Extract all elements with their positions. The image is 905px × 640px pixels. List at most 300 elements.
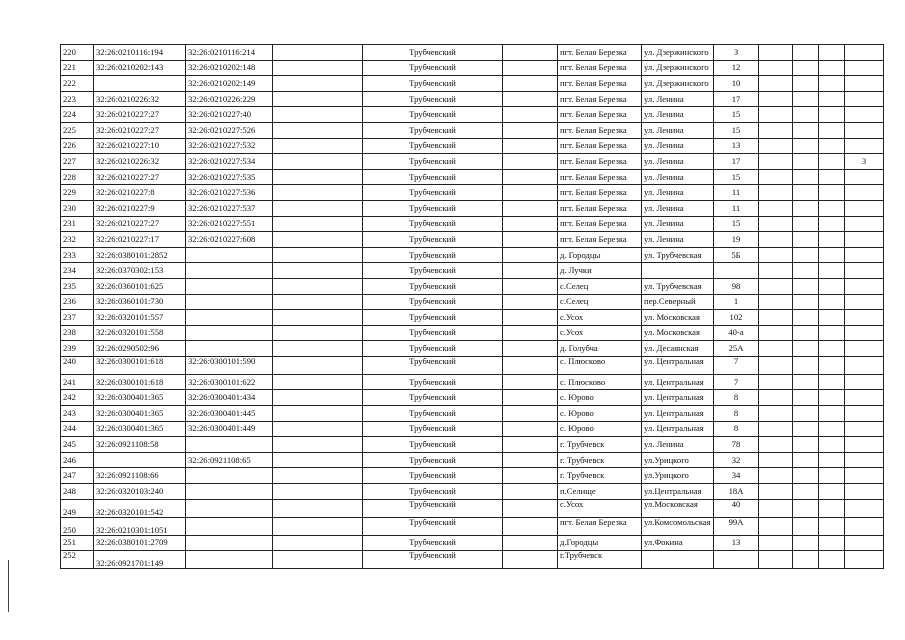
empty-cell [793,517,819,535]
empty-cell [503,356,558,374]
empty-cell [819,374,845,390]
empty-cell [273,278,363,294]
settlement-cell: пгт. Белая Березка [558,122,642,138]
house-number-cell: 98 [714,278,759,294]
empty-cell [273,374,363,390]
settlement-cell: пгт. Белая Березка [558,154,642,170]
house-number-cell: 11 [714,200,759,216]
empty-cell [503,437,558,453]
empty-cell [503,107,558,123]
cadastral-number-sub-cell [186,294,273,310]
cadastral-number-sub-cell: 32:26:0300101:590 [186,356,273,374]
empty-cell [503,294,558,310]
empty-cell [819,421,845,437]
cadastral-number-cell: 32:26:0290502:96 [94,341,186,357]
empty-cell [819,278,845,294]
empty-cell [759,263,793,279]
cadastral-number-cell: 32:26:0300101:618 [94,356,186,374]
empty-cell [759,484,793,500]
empty-cell [503,452,558,468]
empty-cell [793,169,819,185]
row-number-cell: 246 [61,452,94,468]
house-number-cell: 13 [714,138,759,154]
cadastral-number-cell: 32:26:0300401:365 [94,406,186,422]
empty-cell [793,200,819,216]
empty-cell [273,356,363,374]
empty-cell [273,499,363,517]
empty-cell [759,232,793,248]
empty-cell [273,138,363,154]
street-cell: ул.Комсомольская [642,517,714,535]
cadastral-number-sub-cell [186,499,273,517]
extra-value-cell [845,278,884,294]
empty-cell [503,499,558,517]
empty-cell [793,107,819,123]
table-row [61,421,884,437]
table-row [61,356,884,374]
street-cell: ул. Центральная [642,356,714,374]
district-cell: Трубчевский [363,247,503,263]
extra-value-cell [845,91,884,107]
empty-cell [819,247,845,263]
street-cell: ул. Ленина [642,107,714,123]
empty-cell [759,390,793,406]
street-cell: ул. Ленина [642,216,714,232]
cadastral-number-cell: 32:26:0370302:153 [94,263,186,279]
settlement-cell: пгт. Белая Березка [558,91,642,107]
table-row [61,247,884,263]
empty-cell [819,551,845,569]
house-number-cell [714,551,759,569]
cadastral-number-sub-cell [186,325,273,341]
house-number-cell: 15 [714,107,759,123]
table-row [61,76,884,92]
table-row [61,310,884,326]
table-row [61,232,884,248]
empty-cell [793,232,819,248]
empty-cell [793,390,819,406]
cadastral-number-sub-cell [186,310,273,326]
table-row [61,169,884,185]
empty-cell [503,138,558,154]
street-cell: ул. Дзержинского [642,76,714,92]
district-cell: Трубчевский [363,200,503,216]
extra-value-cell [845,294,884,310]
cadastral-number-sub-cell [186,278,273,294]
settlement-cell: пгт. Белая Березка [558,76,642,92]
house-number-cell: 102 [714,310,759,326]
empty-cell [759,107,793,123]
empty-cell [273,216,363,232]
district-cell: Трубчевский [363,325,503,341]
cadastral-number-cell: 32:26:0210227:8 [94,185,186,201]
house-number-cell: 8 [714,406,759,422]
empty-cell [273,76,363,92]
empty-cell [793,356,819,374]
district-cell: Трубчевский [363,499,503,517]
cadastral-number-sub-cell [186,535,273,551]
cadastral-number-cell: 32:26:0320103:240 [94,484,186,500]
row-number-cell: 223 [61,91,94,107]
empty-cell [819,76,845,92]
settlement-cell: г. Трубчевск [558,452,642,468]
property-registry-table [60,44,884,569]
house-number-cell: 13 [714,535,759,551]
empty-cell [273,247,363,263]
settlement-cell: пгт. Белая Березка [558,216,642,232]
empty-cell [273,294,363,310]
empty-cell [759,499,793,517]
district-cell: Трубчевский [363,107,503,123]
empty-cell [503,263,558,279]
empty-cell [273,551,363,569]
empty-cell [273,517,363,535]
street-cell: ул. Трубчевская [642,278,714,294]
row-number-cell: 251 [61,535,94,551]
cadastral-number-cell: 32:26:0210227:9 [94,200,186,216]
house-number-cell: 3 [714,45,759,61]
row-number-cell: 248 [61,484,94,500]
row-number-cell: 221 [61,60,94,76]
extra-value-cell [845,247,884,263]
house-number-cell: 78 [714,437,759,453]
cadastral-number-cell: 32:26:0380101:2852 [94,247,186,263]
cadastral-number-cell: 32:26:0210227:27 [94,169,186,185]
empty-cell [273,390,363,406]
empty-cell [793,185,819,201]
empty-cell [819,390,845,406]
empty-cell [793,247,819,263]
row-number-cell: 241 [61,374,94,390]
cadastral-number-cell: 32:26:0210227:27 [94,107,186,123]
row-number-cell: 226 [61,138,94,154]
street-cell: ул.Урицкого [642,468,714,484]
settlement-cell: пгт. Белая Березка [558,517,642,535]
cadastral-number-cell: 32:26:0210226:32 [94,91,186,107]
cadastral-number-sub-cell: 32:26:0300401:449 [186,421,273,437]
extra-value-cell [845,356,884,374]
street-cell [642,263,714,279]
house-number-cell: 12 [714,60,759,76]
extra-value-cell [845,200,884,216]
empty-cell [819,232,845,248]
empty-cell [793,499,819,517]
street-cell: ул. Центральная [642,374,714,390]
cadastral-number-sub-cell: 32:26:0300101:622 [186,374,273,390]
empty-cell [503,551,558,569]
empty-cell [503,535,558,551]
district-cell: Трубчевский [363,154,503,170]
settlement-cell: д. Голубча [558,341,642,357]
district-cell: Трубчевский [363,60,503,76]
cadastral-number-sub-cell: 32:26:0210227:537 [186,200,273,216]
empty-cell [759,341,793,357]
table-row [61,216,884,232]
table-row [61,499,884,517]
row-number-cell: 250 [61,517,94,535]
street-cell: ул. Ленина [642,122,714,138]
empty-cell [759,468,793,484]
settlement-cell: пгт. Белая Березка [558,45,642,61]
row-number-cell: 247 [61,468,94,484]
cadastral-number-sub-cell [186,247,273,263]
empty-cell [793,341,819,357]
settlement-cell: с. Юрово [558,390,642,406]
house-number-cell: 8 [714,390,759,406]
table-row [61,535,884,551]
settlement-cell: пгт. Белая Березка [558,185,642,201]
extra-value-cell [845,122,884,138]
cadastral-number-sub-cell: 32:26:0210227:532 [186,138,273,154]
empty-cell [819,200,845,216]
row-number-cell: 238 [61,325,94,341]
row-number-cell: 244 [61,421,94,437]
empty-cell [503,91,558,107]
table-row [61,107,884,123]
district-cell: Трубчевский [363,390,503,406]
empty-cell [793,406,819,422]
table-row [61,294,884,310]
empty-cell [793,45,819,61]
cadastral-number-sub-cell [186,551,273,569]
row-number-cell: 237 [61,310,94,326]
cadastral-number-cell: 32:26:0210226:32 [94,154,186,170]
street-cell: ул. Дзержинского [642,60,714,76]
district-cell: Трубчевский [363,341,503,357]
table-row [61,200,884,216]
settlement-cell: с.Усох [558,325,642,341]
empty-cell [793,325,819,341]
row-number-cell: 228 [61,169,94,185]
cadastral-number-cell: 32:26:0380101:2709 [94,535,186,551]
row-number-cell: 252 [61,551,94,569]
empty-cell [793,437,819,453]
house-number-cell: 17 [714,154,759,170]
extra-value-cell [845,263,884,279]
empty-cell [273,437,363,453]
empty-cell [503,76,558,92]
empty-cell [273,341,363,357]
cadastral-number-sub-cell [186,517,273,535]
empty-cell [819,468,845,484]
empty-cell [503,325,558,341]
house-number-cell: 32 [714,452,759,468]
cadastral-number-sub-cell: 32:26:0210227:535 [186,169,273,185]
empty-cell [759,356,793,374]
district-cell: Трубчевский [363,91,503,107]
empty-cell [819,325,845,341]
street-cell: ул.Фокина [642,535,714,551]
empty-cell [503,517,558,535]
empty-cell [793,122,819,138]
empty-cell [503,247,558,263]
extra-value-cell [845,499,884,517]
extra-value-cell [845,484,884,500]
cadastral-number-sub-cell [186,263,273,279]
empty-cell [273,468,363,484]
cadastral-number-cell: 32:26:0320101:557 [94,310,186,326]
extra-value-cell [845,325,884,341]
cadastral-number-sub-cell: 32:26:0921108:65 [186,452,273,468]
empty-cell [819,356,845,374]
row-number-cell: 222 [61,76,94,92]
settlement-cell: д. Городцы [558,247,642,263]
street-cell: ул. Ленина [642,185,714,201]
row-number-cell: 249 [61,499,94,517]
house-number-cell: 1 [714,294,759,310]
empty-cell [503,154,558,170]
street-cell: ул. Ленина [642,232,714,248]
extra-value-cell [845,185,884,201]
table-row [61,278,884,294]
empty-cell [759,122,793,138]
settlement-cell: с.Селец [558,294,642,310]
street-cell: ул. Центральная [642,421,714,437]
cadastral-number-sub-cell: 32:26:0210227:608 [186,232,273,248]
cadastral-number-cell: 32:26:0921108:58 [94,437,186,453]
extra-value-cell [845,517,884,535]
empty-cell [759,154,793,170]
cadastral-number-cell: 32:26:0210202:143 [94,60,186,76]
street-cell: ул. Ленина [642,437,714,453]
district-cell: Трубчевский [363,484,503,500]
table-row [61,517,884,535]
empty-cell [793,60,819,76]
empty-cell [819,154,845,170]
cadastral-number-cell: 32:26:0320101:542 [94,499,186,517]
empty-cell [819,138,845,154]
extra-value-cell [845,107,884,123]
empty-cell [273,452,363,468]
empty-cell [793,468,819,484]
row-number-cell: 234 [61,263,94,279]
empty-cell [273,535,363,551]
empty-cell [819,406,845,422]
settlement-cell: пгт. Белая Березка [558,107,642,123]
empty-cell [273,484,363,500]
district-cell: Трубчевский [363,535,503,551]
row-number-cell: 240 [61,356,94,374]
empty-cell [759,551,793,569]
table-row [61,325,884,341]
extra-value-cell [845,421,884,437]
house-number-cell: 17 [714,91,759,107]
house-number-cell: 40-а [714,325,759,341]
table-row [61,122,884,138]
district-cell: Трубчевский [363,263,503,279]
extra-value-cell [845,390,884,406]
table-row [61,390,884,406]
street-cell: ул. Ленина [642,169,714,185]
empty-cell [793,374,819,390]
empty-cell [819,499,845,517]
empty-cell [793,310,819,326]
district-cell: Трубчевский [363,310,503,326]
cadastral-number-cell: 32:26:0921108:66 [94,468,186,484]
district-cell: Трубчевский [363,294,503,310]
row-number-cell: 232 [61,232,94,248]
empty-cell [273,122,363,138]
district-cell: Трубчевский [363,122,503,138]
house-number-cell: 7 [714,374,759,390]
cadastral-number-sub-cell: 32:26:0210226:229 [186,91,273,107]
table-row [61,484,884,500]
empty-cell [759,294,793,310]
house-number-cell: 19 [714,232,759,248]
settlement-cell: с. Юрово [558,421,642,437]
settlement-cell: с. Юрово [558,406,642,422]
table-row [61,91,884,107]
house-number-cell: 34 [714,468,759,484]
street-cell: ул. Дзержинского [642,45,714,61]
row-number-cell: 236 [61,294,94,310]
empty-cell [273,421,363,437]
cadastral-number-sub-cell: 32:26:0210227:551 [186,216,273,232]
settlement-cell: пгт. Белая Березка [558,232,642,248]
cadastral-number-cell [94,76,186,92]
street-cell: ул.Урицкого [642,452,714,468]
empty-cell [819,437,845,453]
extra-value-cell [845,535,884,551]
empty-cell [273,200,363,216]
extra-value-cell [845,406,884,422]
row-number-cell: 235 [61,278,94,294]
district-cell: Трубчевский [363,169,503,185]
empty-cell [819,107,845,123]
row-number-cell: 230 [61,200,94,216]
house-number-cell: 7 [714,356,759,374]
cadastral-number-cell: 32:26:0210116:194 [94,45,186,61]
empty-cell [819,169,845,185]
street-cell: пер.Северный [642,294,714,310]
empty-cell [273,60,363,76]
empty-cell [759,452,793,468]
cadastral-number-sub-cell: 32:26:0210227:536 [186,185,273,201]
cadastral-number-sub-cell [186,468,273,484]
cadastral-number-sub-cell: 32:26:0300401:445 [186,406,273,422]
district-cell: Трубчевский [363,437,503,453]
house-number-cell: 18А [714,484,759,500]
district-cell: Трубчевский [363,517,503,535]
cadastral-number-cell: 32:26:0210227:27 [94,216,186,232]
empty-cell [793,484,819,500]
empty-cell [503,484,558,500]
table-row [61,452,884,468]
empty-cell [793,452,819,468]
row-number-cell: 243 [61,406,94,422]
house-number-cell: 99А [714,517,759,535]
cadastral-number-sub-cell: 32:26:0300401:434 [186,390,273,406]
district-cell: Трубчевский [363,232,503,248]
empty-cell [793,154,819,170]
empty-cell [503,200,558,216]
house-number-cell: 15 [714,122,759,138]
street-cell: ул. Ленина [642,91,714,107]
table-body [61,45,884,569]
empty-cell [273,263,363,279]
street-cell [642,551,714,569]
street-cell: ул. Десаянская [642,341,714,357]
cadastral-number-cell [94,452,186,468]
cadastral-number-cell: 32:26:0360101:625 [94,278,186,294]
house-number-cell: 11 [714,185,759,201]
empty-cell [759,45,793,61]
street-cell: ул. Московская [642,325,714,341]
street-cell: ул. Трубчевская [642,247,714,263]
district-cell: Трубчевский [363,185,503,201]
empty-cell [759,200,793,216]
extra-value-cell [845,341,884,357]
